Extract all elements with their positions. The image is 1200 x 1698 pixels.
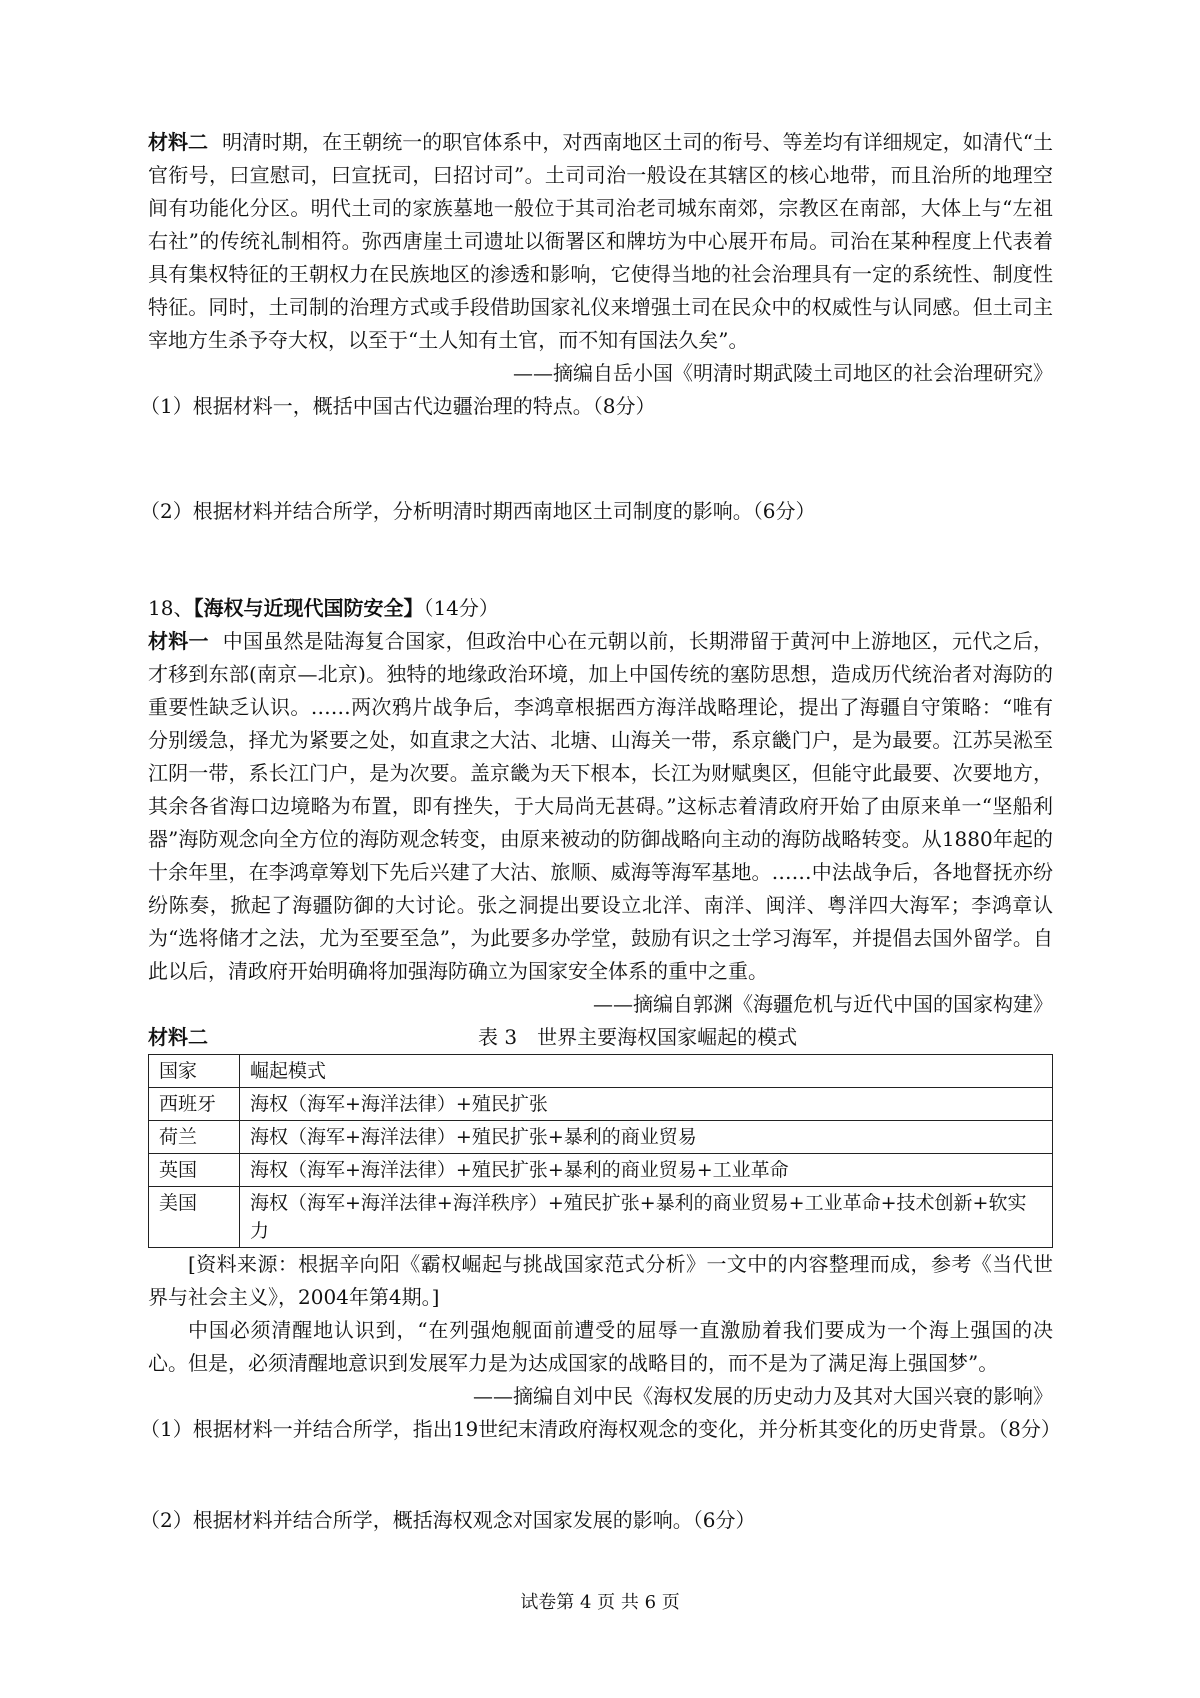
q18-material-1-label: 材料一 bbox=[148, 629, 209, 653]
material-2-label: 材料二 bbox=[148, 130, 209, 154]
table-source-note: [资料来源：根据辛向阳《霸权崛起与挑战国家范式分析》一文中的内容整理而成，参考《当代世界与社会主义》，2004年第4期。] bbox=[148, 1252, 1053, 1309]
q18-material-1-text: 中国虽然是陆海复合国家，但政治中心在元朝以前，长期滞留于黄河中上游地区，元代之后，才移到东部(南京—北京)。独特的地缘政治环境，加上中国传统的塞防思想，造成历代统治者对海防的重要性缺乏认识。……两次鸦片战争后，李鸿章根据西方海洋战略理论，提出了海疆自守策略：“唯有分别缓急，择尤为紧要之处，如直隶之大沽、北塘、山海关一带，系京畿门户，是为最要。江苏吴淞至江阴一带，系长江门户，是为次要。盖京畿为天下根本，长江为财赋奥区，但能守此最要、次要地方，其余各省海口边境略为布置，即有挫失，于大局尚无甚碍。”这标志着清政府开始了由原来单一“坚船利器”海防观念向全方位的海防观念转变，由原来被动的防御战略向主动的海防战略转变。从1880年起的十余年里，在李鸿章筹划下先后兴建了大沽、旅顺、威海等海军基地。……中法战争后，各地督抚亦纷纷陈奏，掀起了海疆防御的大讨论。张之洞提出要设立北洋、南洋、闽洋、粤洋四大海军；李鸿章认为“选将储才之法，尤为至要至急”，为此要多办学堂，鼓励有识之士学习海军，并提倡去国外留学。自此以后，清政府开始明确将加强海防确立为国家安全体系的重中之重。 bbox=[148, 629, 1054, 983]
material-2-source: ——摘编自岳小国《明清时期武陵土司地区的社会治理研究》 bbox=[513, 361, 1053, 385]
sea-power-table bbox=[148, 1054, 1053, 1248]
question-18-2: （2）根据材料并结合所学，概括海权观念对国家发展的影响。（6分） bbox=[140, 1508, 756, 1532]
material-2-paragraph bbox=[148, 126, 1053, 357]
question-18-1: （1）根据材料一并结合所学，指出19世纪末清政府海权观念的变化，并分析其变化的历史背景。（8分） bbox=[140, 1417, 1061, 1441]
exam-page bbox=[140, 126, 1061, 1537]
q18-material-1-source: ——摘编自郭渊《海疆危机与近代中国的国家构建》 bbox=[593, 992, 1053, 1016]
question-18-title: 【海权与近现代国防安全】 bbox=[193, 596, 424, 620]
table-row bbox=[149, 1088, 1053, 1121]
page-footer: 试卷第 4 页 共 6 页 bbox=[520, 1592, 680, 1613]
question-17-2: （2）根据材料并结合所学，分析明清时期西南地区土司制度的影响。（6分） bbox=[140, 499, 816, 523]
table-row bbox=[149, 1154, 1053, 1187]
table-cell-mode: 海权（海军+海洋法律）+殖民扩张+暴利的商业贸易+工业革命 bbox=[240, 1154, 1053, 1187]
material-2-text: 明清时期，在王朝统一的职官体系中，对西南地区土司的衔号、等差均有详细规定，如清代“土官衔号，曰宣慰司，曰宣抚司，曰招讨司”。土司司治一般设在其辖区的核心地带，而且治所的地理空间有功能化分区。明代土司的家族墓地一般位于其司治老司城东南郊，宗教区在南部，大体上与“左祖右社”的传统礼制相符。弥西唐崖土司遗址以衙署区和牌坊为中心展开布局。司治在某种程度上代表着具有集权特征的王朝权力在民族地区的渗透和影响，它使得当地的社会治理具有一定的系统性、制度性特征。同时，土司制的治理方式或手段借助国家礼仪来增强土司在民众中的权威性与认同感。但土司主宰地方生杀予夺大权，以至于“土人知有土官，而不知有国法久矣”。 bbox=[148, 130, 1053, 352]
table-row bbox=[149, 1121, 1053, 1154]
table-header-row bbox=[149, 1055, 1053, 1088]
table-caption: 表 3 世界主要海权国家崛起的模式 bbox=[478, 1025, 798, 1049]
question-18-score: （14分） bbox=[423, 596, 499, 620]
table-row bbox=[149, 1187, 1053, 1248]
question-18-number: 18、 bbox=[148, 596, 194, 620]
table-header-cell: 国家 bbox=[149, 1055, 240, 1088]
table-cell-mode: 海权（海军+海洋法律）+殖民扩张 bbox=[240, 1088, 1053, 1121]
q18-material-2-caption-row bbox=[148, 1021, 1053, 1054]
question-17-1: （1）根据材料一，概括中国古代边疆治理的特点。（8分） bbox=[140, 394, 656, 418]
table-cell-mode: 海权（海军+海洋法律+海洋秩序）+殖民扩张+暴利的商业贸易+工业革命+技术创新+软实力 bbox=[240, 1187, 1053, 1248]
table-cell-country: 西班牙 bbox=[149, 1088, 240, 1121]
table-cell-country: 美国 bbox=[149, 1187, 240, 1248]
table-cell-mode: 海权（海军+海洋法律）+殖民扩张+暴利的商业贸易 bbox=[240, 1121, 1053, 1154]
table-cell-country: 荷兰 bbox=[149, 1121, 240, 1154]
table-header-cell: 崛起模式 bbox=[240, 1055, 1053, 1088]
q18-material-2-source: ——摘编自刘中民《海权发展的历史动力及其对大国兴衰的影响》 bbox=[473, 1384, 1053, 1408]
q18-material-2-label: 材料二 bbox=[148, 1025, 208, 1049]
question-18-heading bbox=[148, 592, 1053, 625]
table-cell-country: 英国 bbox=[149, 1154, 240, 1187]
q18-material-1-paragraph bbox=[148, 625, 1053, 988]
q18-material-2-text: 中国必须清醒地认识到，“在列强炮舰面前遭受的屈辱一直激励着我们要成为一个海上强国的决心。但是，必须清醒地意识到发展军力是为达成国家的战略目的，而不是为了满足海上强国梦”。 bbox=[148, 1318, 1053, 1375]
